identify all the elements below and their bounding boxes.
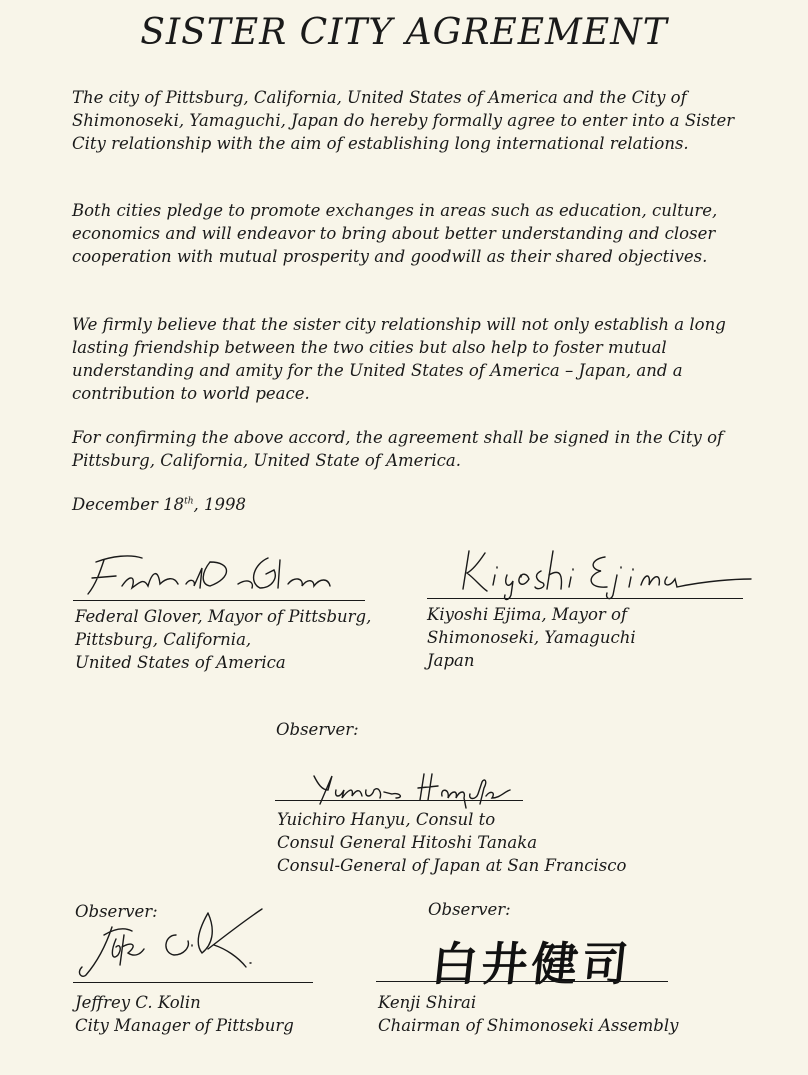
signature-line-kolin bbox=[73, 982, 313, 983]
signature-shirai-kanji: 白井健司 bbox=[428, 937, 635, 991]
paragraph-pledge: Both cities pledge to promote exchanges in areas such as education, culture, economics and will endeavor to bring about better understanding and closer cooperation with mutual prosperity and goodwill as their shared objectives. bbox=[72, 201, 718, 266]
signature-kolin bbox=[76, 905, 276, 990]
signatory-caption-kolin: Jeffrey C. Kolin City Manager of Pittsburg bbox=[75, 993, 294, 1035]
observer-label-shirai: Observer: bbox=[428, 900, 511, 919]
signatory-caption-hanyu: Yuichiro Hanyu, Consul to Consul General Hitoshi Tanaka Consul-General of Japan at San Francisco bbox=[277, 810, 627, 875]
signature-line-ejima bbox=[427, 598, 743, 599]
observer-label-hanyu: Observer: bbox=[276, 720, 359, 739]
paragraph-confirmation: For confirming the above accord, the agreement shall be signed in the City of Pittsburg, California, United State of America. bbox=[72, 428, 724, 470]
signature-hanyu bbox=[300, 768, 520, 808]
document-title: SISTER CITY AGREEMENT bbox=[140, 12, 668, 53]
signatory-caption-glover: Federal Glover, Mayor of Pittsburg, Pittsburg, California, United States of America bbox=[75, 607, 372, 672]
signature-line-hanyu bbox=[275, 800, 523, 801]
signature-glover bbox=[82, 548, 362, 598]
agreement-date: December 18th, 1998 bbox=[72, 495, 247, 514]
signatory-caption-shirai: Kenji Shirai Chairman of Shimonoseki Assembly bbox=[378, 993, 679, 1035]
paragraph-belief: We firmly believe that the sister city relationship will not only establish a long lasting friendship between the two cities but also help to foster mutual understanding and amity for the United States of America – Japan, and a contribution to world peace. bbox=[72, 315, 726, 403]
observer-label-kolin: Observer: bbox=[75, 902, 158, 921]
signatory-caption-ejima: Kiyoshi Ejima, Mayor of Shimonoseki, Yamaguchi Japan bbox=[427, 605, 636, 670]
paragraph-intro: The city of Pittsburg, California, United States of America and the City of Shimonoseki, Yamaguchi, Japan do hereby formally agree to enter into a Sister City relationship with the aim of establishing long international relations. bbox=[72, 88, 735, 153]
signature-ejima bbox=[455, 545, 755, 595]
signature-line-shirai bbox=[376, 981, 668, 982]
signature-line-glover bbox=[73, 600, 365, 601]
